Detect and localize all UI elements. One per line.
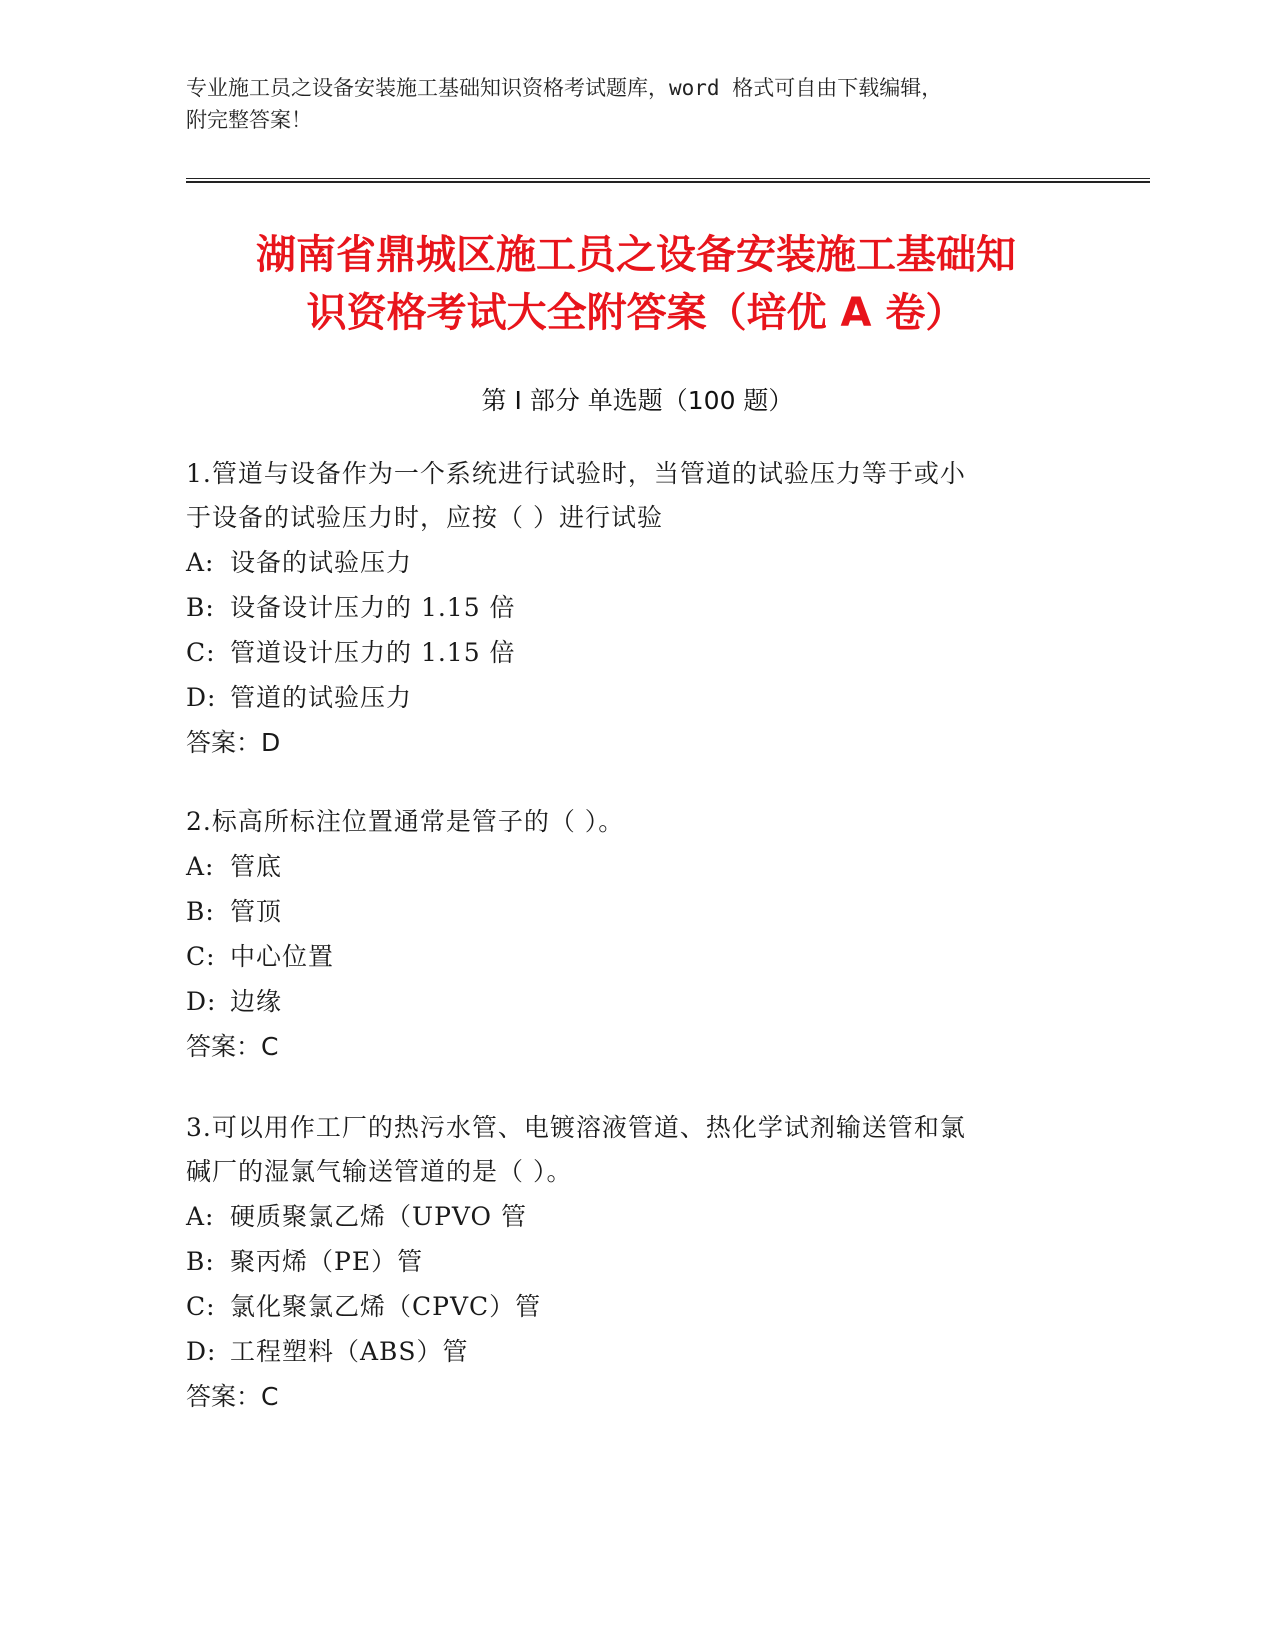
option-d: [186, 675, 1066, 720]
option-text: 管底: [230, 852, 283, 881]
document-title-line-2: 识资格考试大全附答案（培优 A 卷）: [306, 290, 966, 336]
answer: 答案：C: [186, 1032, 279, 1061]
option-letter: A:: [186, 1202, 215, 1231]
option-c: [186, 934, 1066, 979]
question-stem: [186, 452, 1066, 540]
option-text: 设备设计压力的 1.15 倍: [230, 593, 516, 622]
question-2: [186, 800, 1066, 1069]
option-letter: C:: [186, 638, 216, 667]
question-stem-line-1: 1.管道与设备作为一个系统进行试验时，当管道的试验压力等于或小: [186, 459, 966, 488]
option-letter: D:: [186, 683, 217, 712]
option-letter: B:: [186, 897, 215, 926]
option-text: 管道的试验压力: [230, 683, 413, 712]
option-letter: D:: [186, 1337, 217, 1366]
question-stem-line-2: 于设备的试验压力时，应按（ ）进行试验: [186, 503, 663, 532]
header-note-line-2: 附完整答案！: [186, 108, 312, 132]
option-text: 硬质聚氯乙烯（UPVO 管: [230, 1202, 527, 1231]
option-text: 氯化聚氯乙烯（CPVC）管: [230, 1292, 542, 1321]
answer: 答案：D: [186, 728, 281, 757]
question-stem-line-2: 碱厂的湿氯气输送管道的是（ ）。: [186, 1157, 573, 1186]
document-title-line-1: 湖南省鼎城区施工员之设备安装施工基础知: [256, 232, 1016, 278]
option-a: [186, 540, 1066, 585]
option-text: 管道设计压力的 1.15 倍: [230, 638, 516, 667]
option-letter: D:: [186, 987, 217, 1016]
option-letter: A:: [186, 852, 215, 881]
option-c: [186, 630, 1066, 675]
section-title: 第 I 部分 单选题（100 题）: [481, 386, 794, 415]
option-b: [186, 1239, 1066, 1284]
option-letter: A:: [186, 548, 215, 577]
question-1: [186, 452, 1066, 765]
option-letter: B:: [186, 1247, 215, 1276]
document-title: [186, 226, 1086, 342]
option-b: [186, 585, 1066, 630]
header-note-line-1: 专业施工员之设备安装施工基础知识资格考试题库，word 格式可自由下载编辑，: [186, 76, 943, 100]
header-divider: [186, 178, 1150, 183]
option-letter: C:: [186, 1292, 216, 1321]
option-text: 工程塑料（ABS）管: [230, 1337, 469, 1366]
option-text: 设备的试验压力: [230, 548, 413, 577]
option-letter: C:: [186, 942, 216, 971]
option-c: [186, 1284, 1066, 1329]
option-b: [186, 889, 1066, 934]
question-3: [186, 1106, 1066, 1419]
question-stem: [186, 1106, 1066, 1194]
option-text: 边缘: [230, 987, 283, 1016]
option-text: 管顶: [230, 897, 283, 926]
answer: 答案：C: [186, 1382, 279, 1411]
option-text: 聚丙烯（PE）管: [230, 1247, 424, 1276]
option-a: [186, 844, 1066, 889]
question-stem-line-1: 3.可以用作工厂的热污水管、电镀溶液管道、热化学试剂输送管和氯: [186, 1113, 966, 1142]
option-text: 中心位置: [230, 942, 335, 971]
question-stem: [186, 800, 1066, 844]
header-note: [186, 72, 1066, 136]
option-d: [186, 1329, 1066, 1374]
question-stem-line-1: 2.标高所标注位置通常是管子的（ ）。: [186, 807, 625, 836]
option-a: [186, 1194, 1066, 1239]
option-d: [186, 979, 1066, 1024]
option-letter: B:: [186, 593, 215, 622]
